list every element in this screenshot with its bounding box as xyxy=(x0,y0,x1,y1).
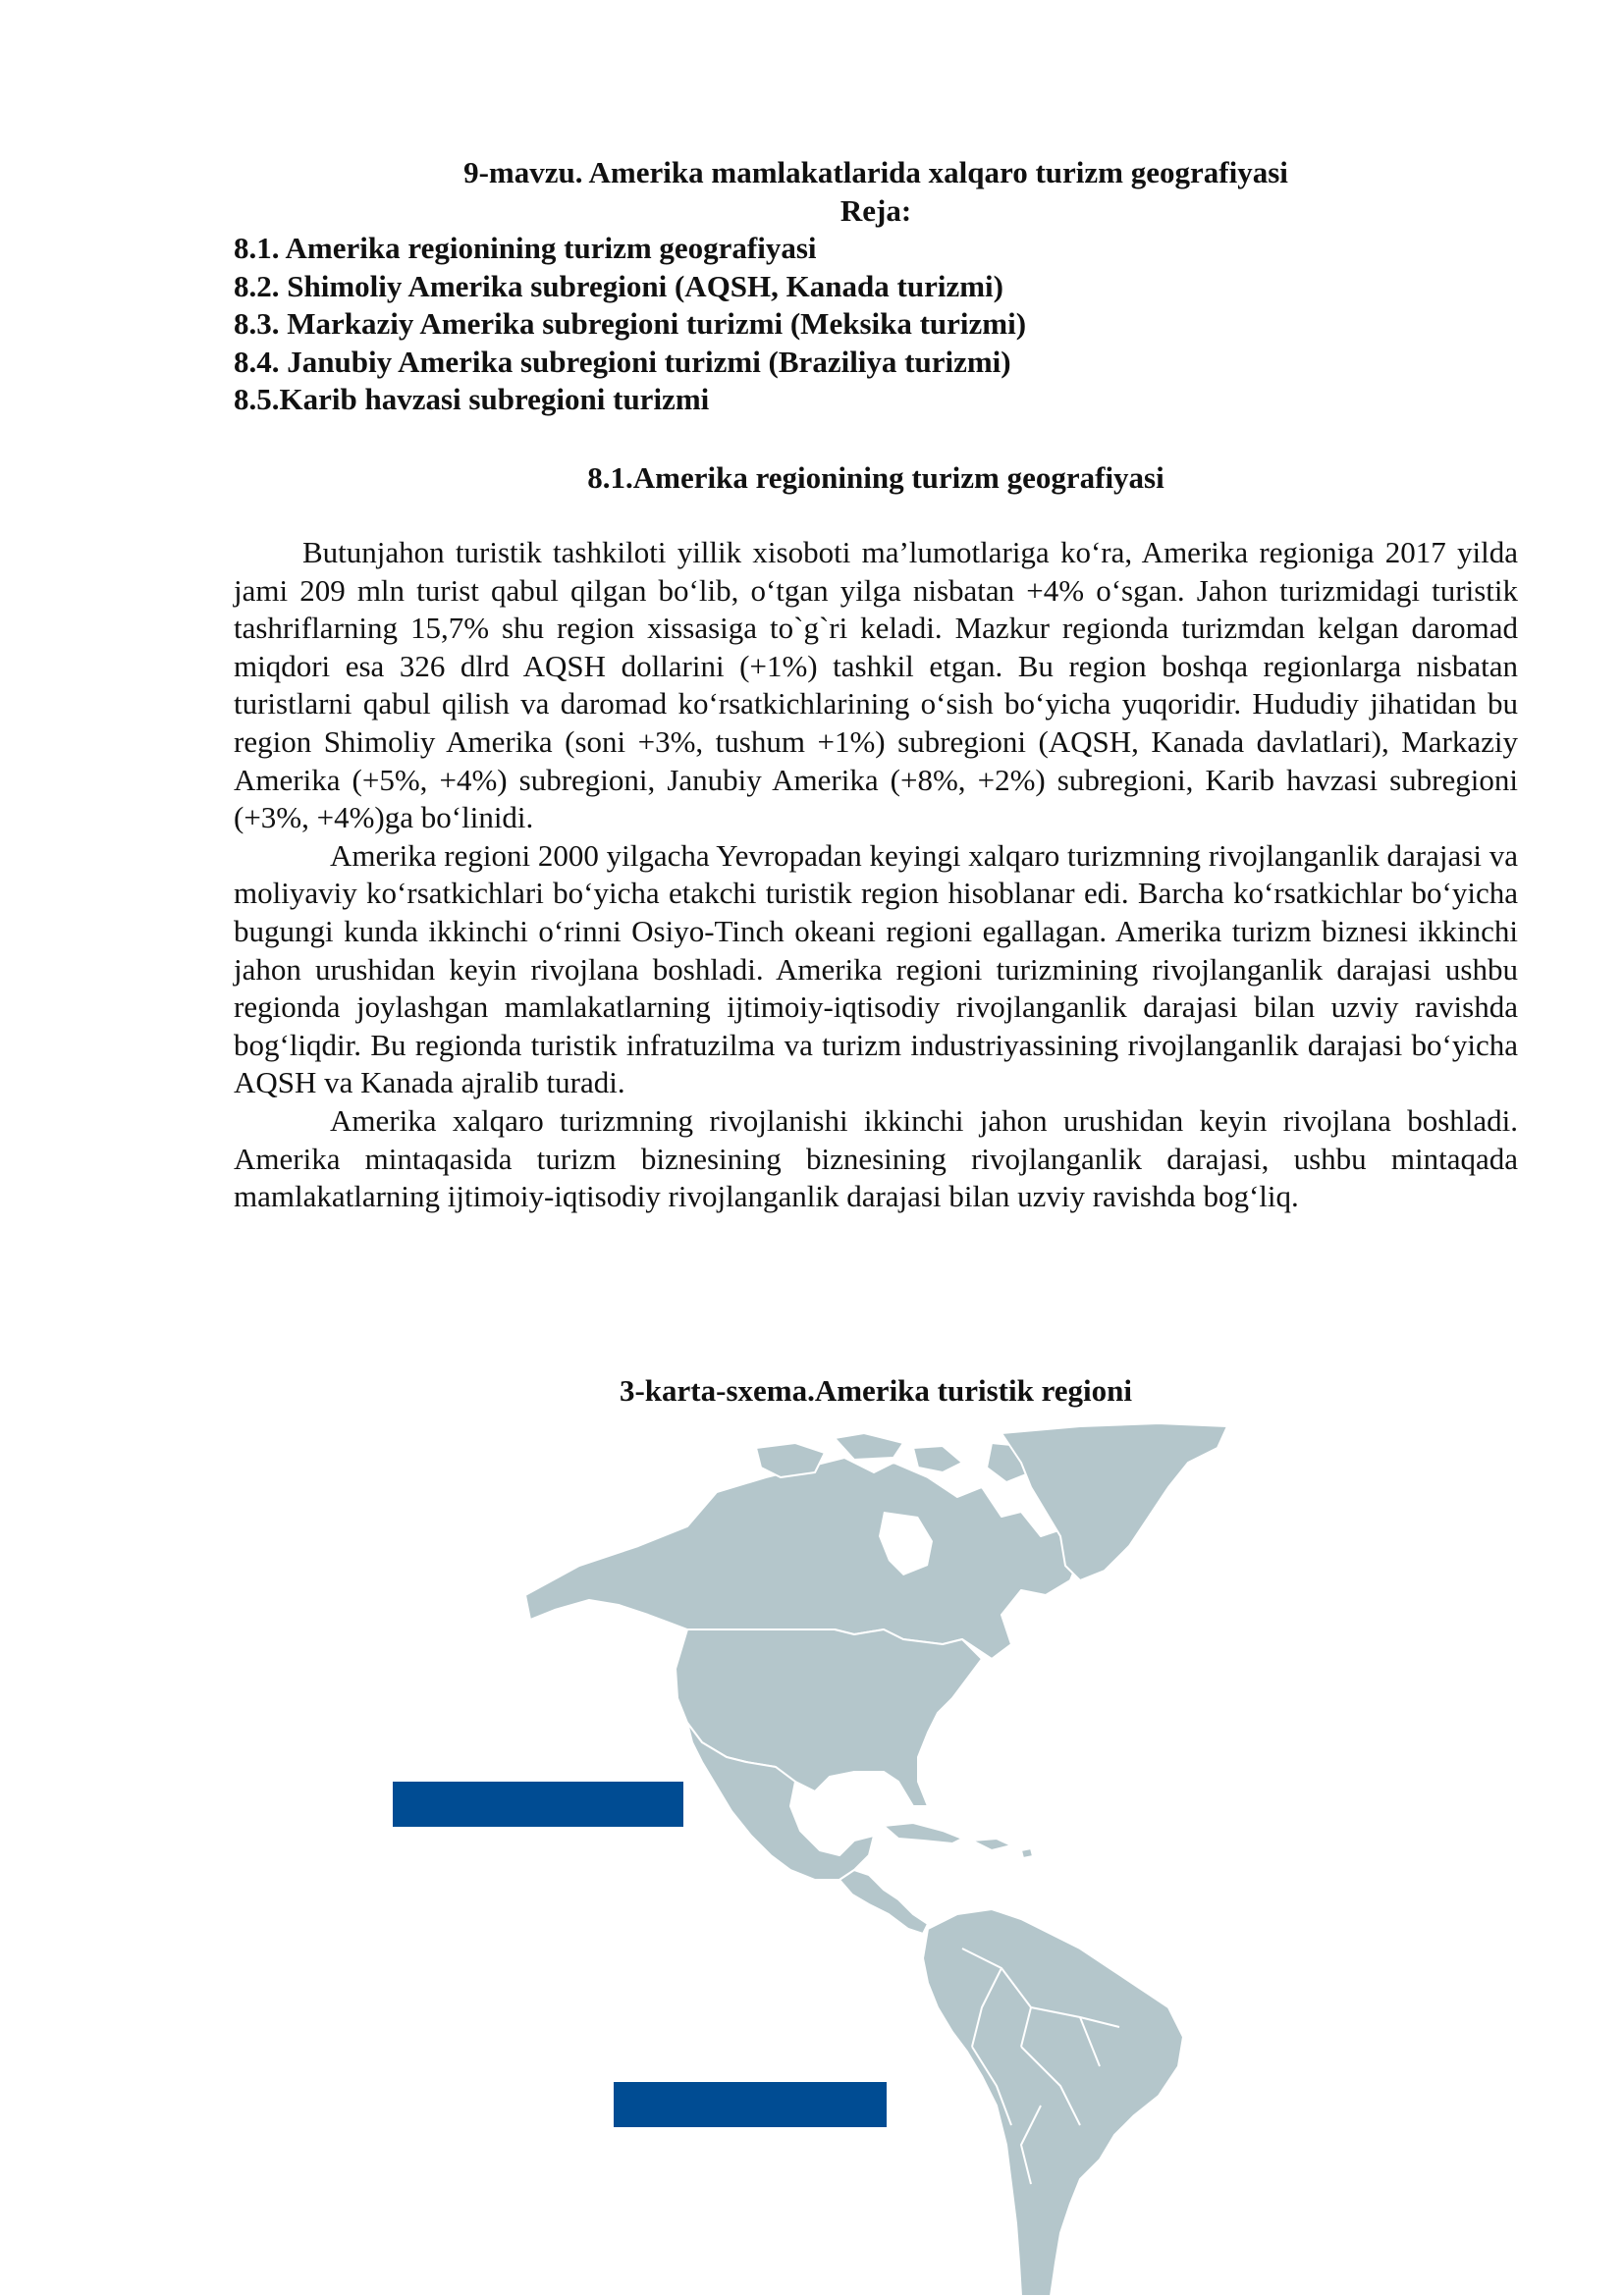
map-land xyxy=(525,1423,1227,2296)
caribbean xyxy=(884,1823,1033,1858)
plan-item: 8.3. Markaziy Amerika subregioni turizmi (Meksika turizmi) xyxy=(234,306,1027,341)
map-label-box-north xyxy=(393,1782,683,1827)
south-america xyxy=(923,1909,1183,2296)
map-label-box-south xyxy=(614,2082,887,2127)
page-title: 9-mavzu. Amerika mamlakatlarida xalqaro turizm geografiyasi xyxy=(463,155,1288,189)
central-america xyxy=(839,1870,928,1934)
section-heading: 8.1.Amerika regionining turizm geografiyasi xyxy=(587,460,1164,495)
plan-item: 8.1. Amerika regionining turizm geografiyasi xyxy=(234,231,817,265)
body-text xyxy=(234,534,1518,1216)
americas-map xyxy=(393,1418,1404,2296)
plan-list xyxy=(234,230,1026,419)
plan-item: 8.4. Janubiy Amerika subregioni turizmi (Braziliya turizmi) xyxy=(234,344,1011,379)
plan-heading: Reja: xyxy=(839,193,912,228)
paragraph: Amerika xalqaro turizmning rivojlanishi ikkinchi jahon urushidan keyin rivojlana boshladi. Amerika mintaqasida turizm biznesining biznesining rivojlanganlik darajasi, ushbu mintaqada mamlakatlarning ijtimoiy-iqtisodiy rivojlanganlik darajasi bilan uzviy ravishda bog‘liq. xyxy=(234,1102,1518,1214)
map-caption: 3-karta-sxema.Amerika turistik regioni xyxy=(619,1373,1133,1408)
plan-item: 8.5.Karib havzasi subregioni turizmi xyxy=(234,382,710,416)
plan-item: 8.2. Shimoliy Amerika subregioni (AQSH, Kanada turizmi) xyxy=(234,268,1003,303)
paragraph: Amerika regioni 2000 yilgacha Yevropadan keyingi xalqaro turizmning rivojlanganlik darajasi va moliyaviy ko‘rsatkichlari bo‘yicha etakchi turistik region hisoblanar edi. Barcha ko‘rsatkichlar bo‘yicha bugungi kunda ikkinchi o‘rinni Osiyo-Tinch okeani regioni egallagan. Amerika turizm biznesi ikkinchi jahon urushidan keyin rivojlana boshladi. Amerika regioni turizmining rivojlanganlik darajasi ushbu regionda joylashgan mamlakatlarning ijtimoiy-iqtisodiy rivojlanganlik darajasi bilan uzviy ravishda bog‘liqdir. Bu regionda turistik infratuzilma va turizm industriyassining rivojlanganlik darajasi bo‘yicha AQSH va Kanada ajralib turadi. xyxy=(234,837,1518,1100)
paragraph: Butunjahon turistik tashkiloti yillik xisoboti ma’lumotlariga ko‘ra, Amerika regioniga 2017 yilda jami 209 mln turist qabul qilgan bo‘lib, o‘tgan yilga nisbatan +4% o‘sgan. Jahon turizmidagi turistik tashriflarning 15,7% shu region xissasiga to`g`ri keladi. Mazkur regionda turizmdan kelgan daromad miqdori esa 326 dlrd AQSH dollarini (+1%) tashkil etgan. Bu region boshqa regionlarga nisbatan turistlarni qabul qilish va daromad ko‘rsatkichlarining o‘sish bo‘yicha yuqoridir. Hududiy jihatidan bu region Shimoliy Amerika (soni +3%, tushum +1%) subregioni (AQSH, Kanada davlatlari), Markaziy Amerika (+5%, +4%) subregioni, Janubiy Amerika (+8%, +2%) subregioni, Karib havzasi subregioni (+3%, +4%)ga bo‘linidi. xyxy=(234,535,1518,835)
